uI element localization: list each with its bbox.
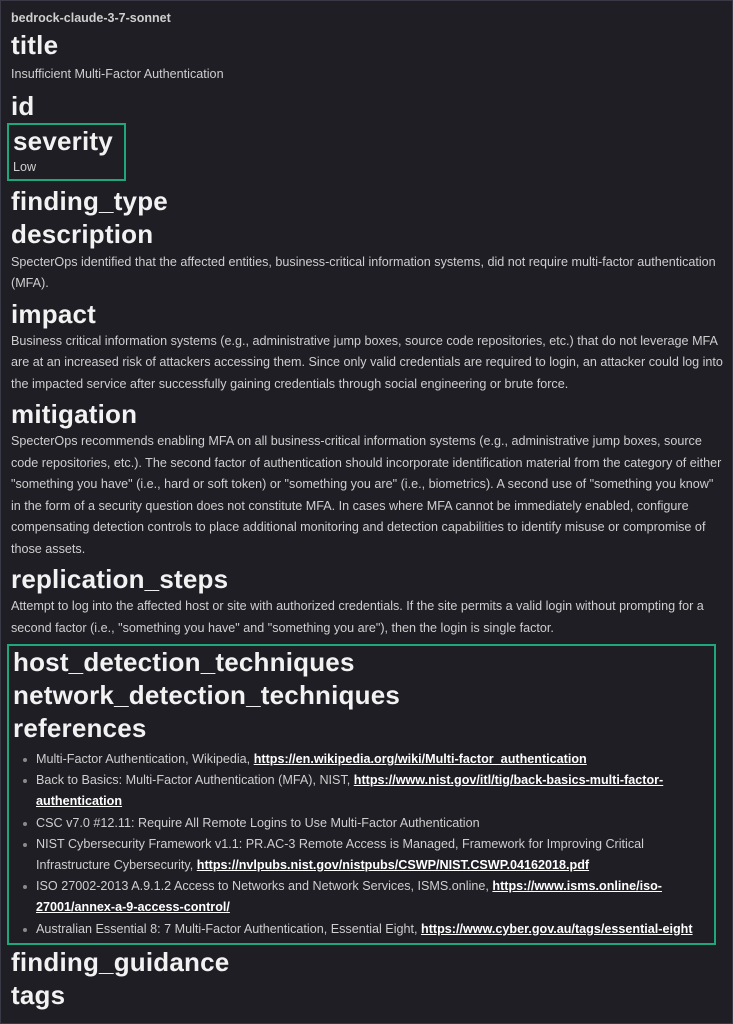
reference-item bbox=[36, 834, 714, 876]
description-text: SpecterOps identified that the affected entities, business-critical information systems, did not require multi-factor authentication (MFA). bbox=[11, 254, 716, 290]
reference-text: ISO 27002-2013 A.9.1.2 Access to Networks and Network Services, ISMS.online, bbox=[36, 879, 493, 894]
reference-link[interactable]: https://www.isms.online/iso-27001/annex-a-9-access-control/ bbox=[36, 879, 662, 915]
references-list bbox=[13, 749, 714, 940]
reference-item bbox=[36, 749, 714, 770]
mitigation-text: SpecterOps recommends enabling MFA on all business-critical information systems (e.g., administrative jump boxes, source code repositories, etc.). The second factor of authentication should incorporate identification material from the category of either "something you have" (i.e., hard or soft token) or "something you are" (i.e., biometrics). A second use of "something you know" in the form of a security question does not constitute MFA. In cases where MFA cannot be immediately enabled, configure compensating detection controls to place additional monitoring and detection capabilities to identify misuse or compromise of those assets. bbox=[11, 434, 722, 556]
severity-value: Low bbox=[13, 159, 37, 174]
id-heading: id bbox=[11, 90, 35, 121]
reference-link[interactable]: https://en.wikipedia.org/wiki/Multi-factor_authentication bbox=[253, 752, 587, 766]
severity-highlight-box bbox=[7, 123, 126, 181]
mitigation-heading: mitigation bbox=[11, 399, 138, 429]
reference-link[interactable]: https://www.nist.gov/itl/tig/back-basics-multi-factor-authentication bbox=[36, 773, 664, 809]
reference-item bbox=[36, 813, 714, 834]
finding-type-heading: finding_type bbox=[11, 185, 168, 216]
tags-heading: tags bbox=[11, 979, 66, 1010]
reference-link[interactable]: https://nvlpubs.nist.gov/nistpubs/CSWP/NIST.CSWP.04162018.pdf bbox=[196, 858, 590, 873]
finding-document bbox=[11, 1, 723, 1012]
reference-text: Back to Basics: Multi-Factor Authentication (MFA), NIST, bbox=[36, 773, 354, 788]
reference-item bbox=[36, 919, 714, 940]
impact-text: Business critical information systems (e.g., administrative jump boxes, source code repositories, etc.) that do not leverage MFA are at an increased risk of attackers accessing them. Since only valid credentials are required to login, an attacker could log into the impacted service after successfully gaining credentials through social engineering or brute force. bbox=[11, 333, 723, 391]
replication-steps-text: Attempt to log into the affected host or site with authorized credentials. If the site permits a valid login without prompting for a second factor (i.e., "something you have" and "something you are"), then the login is single factor. bbox=[11, 599, 704, 635]
reference-text: Australian Essential 8: 7 Multi-Factor Authentication, Essential Eight, bbox=[36, 921, 422, 936]
network-detection-techniques-heading: network_detection_techniques bbox=[13, 680, 401, 710]
severity-heading: severity bbox=[13, 125, 113, 156]
reference-text: Multi-Factor Authentication, Wikipedia, bbox=[36, 752, 254, 766]
reference-item bbox=[36, 876, 714, 918]
host-detection-techniques-heading: host_detection_techniques bbox=[13, 647, 355, 677]
impact-heading: impact bbox=[11, 298, 97, 329]
reference-link[interactable]: https://www.cyber.gov.au/tags/essential-eight bbox=[421, 921, 693, 936]
description-heading: description bbox=[11, 218, 154, 249]
model-name-label: bedrock-claude-3-7-sonnet bbox=[11, 11, 171, 25]
reference-text: NIST Cybersecurity Framework v1.1: PR.AC-3 Remote Access is Managed, Framework for Improving Critical Infrastructure Cybersecurity, bbox=[36, 836, 644, 873]
finding-guidance-heading: finding_guidance bbox=[11, 946, 230, 977]
reference-text: CSC v7.0 #12.11: Require All Remote Logins to Use Multi-Factor Authentication bbox=[36, 815, 480, 830]
title-value: Insufficient Multi-Factor Authentication bbox=[11, 67, 224, 81]
reference-item bbox=[36, 770, 714, 812]
title-heading: title bbox=[11, 30, 59, 60]
replication-steps-heading: replication_steps bbox=[11, 564, 229, 594]
references-heading: references bbox=[13, 713, 147, 743]
detection-and-references-highlight-box bbox=[7, 644, 716, 945]
